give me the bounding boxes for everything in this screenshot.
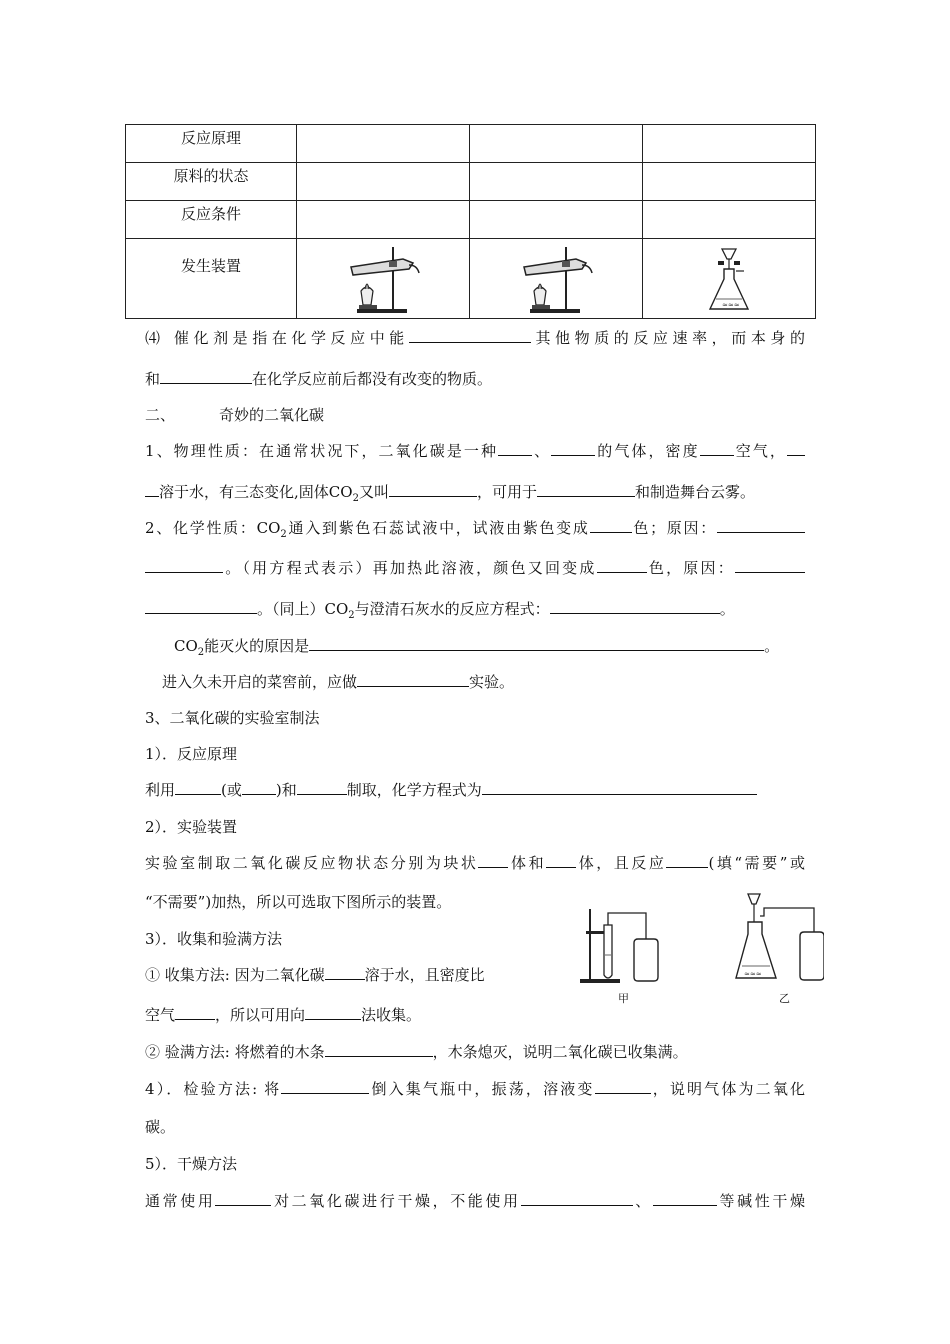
cell (643, 163, 816, 201)
physical-property-line-1: 1、物理性质：在通常状况下，二氧化碳是一种 、 的气体，密度 空气， (145, 440, 805, 461)
flask-apparatus-icon (704, 243, 754, 315)
collection-heading: 3）．收集和验满方法 (145, 930, 283, 948)
cell (297, 163, 470, 201)
cell (297, 239, 470, 319)
figure-label-jia: 甲 (618, 992, 629, 1005)
row-label-reaction: 反应原理 (126, 125, 297, 163)
apparatus-yi-icon (734, 888, 824, 988)
apparatus-line-2: “不需要”)加热，所以可选取下图所示的装置。 (145, 893, 452, 911)
svg-text:≈≈≈: ≈≈≈ (722, 301, 740, 309)
blank (160, 369, 252, 384)
cell (470, 163, 643, 201)
full-check-line: ② 验满方法: 将燃着的木条 ，木条熄灭，说明二氧化碳已收集满。 (145, 1043, 688, 1061)
catalyst-line-2: 和 在化学反应前后都没有改变的物质。 (145, 370, 493, 388)
heating-apparatus-icon (343, 243, 423, 315)
cellar-experiment-line: 进入久未开启的菜窖前，应做 实验。 (162, 673, 515, 691)
cell (470, 201, 643, 239)
cell (643, 125, 816, 163)
fire-extinguish-line: $CO_2$能灭火的原因是 。 (174, 637, 780, 658)
collection-line-1: ① 收集方法: 因为二氧化碳 溶于水，且密度比 (145, 966, 485, 984)
comparison-table (125, 124, 816, 319)
apparatus-heading: 2）．实验装置 (145, 818, 238, 836)
section-two-heading: 二、 奇妙的二氧化碳 (145, 406, 325, 424)
catalyst-line-1: ⑷ 催化剂是指在化学反应中能 其他物质的反应速率，而本身的 (145, 329, 805, 347)
drying-heading: 5）．干燥方法 (145, 1155, 238, 1173)
physical-property-line-2: 溶于水，有三态变化,固体$CO_2$又叫 ，可用于 和制造舞台云雾。 (145, 481, 805, 504)
cell (297, 201, 470, 239)
cell (297, 125, 470, 163)
chemical-property-line-3: 。（同上）$CO_2$与澄清石灰水的反应方程式： 。 (145, 598, 805, 621)
test-method-line: 4）．检验方法: 将 倒入集气瓶中，振荡，溶液变 ，说明气体为二氧化 (145, 1080, 805, 1098)
row-label-state: 原料的状态 (126, 163, 297, 201)
blank (409, 328, 531, 343)
cell (470, 239, 643, 319)
svg-text:≈≈≈: ≈≈≈ (744, 970, 762, 978)
figure-label-yi: 乙 (779, 992, 790, 1005)
heating-apparatus-icon (516, 243, 596, 315)
cell (643, 201, 816, 239)
row-label-device: 发生装置 (126, 239, 297, 319)
lab-method-heading: 3、二氧化碳的实验室制法 (145, 709, 320, 727)
drying-line: 通常使用 对二氧化碳进行干燥，不能使用 、 等碱性干燥 (145, 1192, 805, 1210)
test-method-line-2: 碳。 (145, 1118, 176, 1136)
apparatus-jia-icon (578, 905, 668, 987)
cell (643, 239, 816, 319)
row-label-condition: 反应条件 (126, 201, 297, 239)
chemical-property-line-2: 。（用方程式表示）再加热此溶液，颜色又回变成 色，原因： (145, 557, 805, 578)
reaction-principle-heading: 1）．反应原理 (145, 745, 238, 763)
collection-line-2: 空气 ，所以可用向 法收集。 (145, 1006, 422, 1024)
apparatus-line-1: 实验室制取二氧化碳反应物状态分别为块状 体和 体，且反应 (填“需要”或 (145, 854, 805, 872)
chemical-property-line-1: 2、化学性质：$CO_2$通入到紫色石蕊试液中，试液由紫色变成 色；原因： (145, 517, 805, 540)
cell (470, 125, 643, 163)
reaction-principle-line: 利用 (或 )和 制取，化学方程式为 (145, 779, 805, 800)
